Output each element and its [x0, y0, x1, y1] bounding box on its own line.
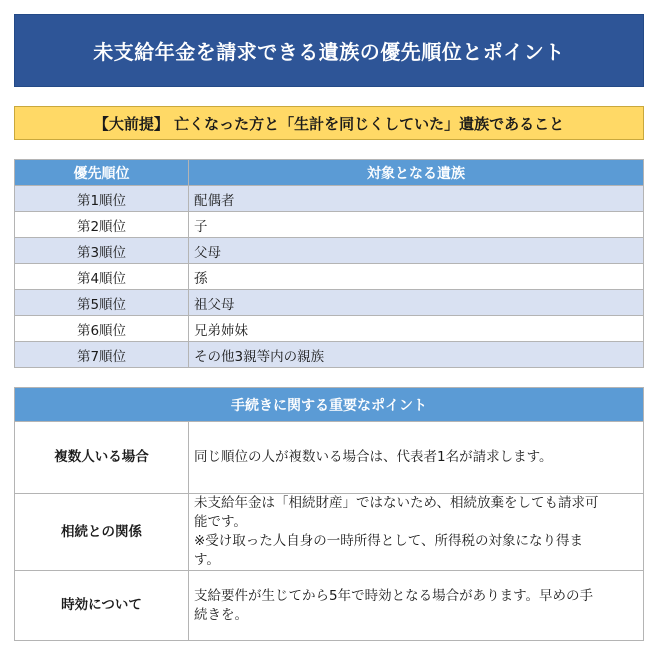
table-row — [15, 422, 644, 494]
priority-target-cell: 配偶者 — [189, 186, 644, 212]
priority-rank-cell: 第7順位 — [15, 342, 189, 368]
table-row — [15, 238, 644, 264]
point-label-cell: 相続との関係 — [15, 494, 189, 571]
priority-table — [14, 159, 644, 368]
points-table-header: 手続きに関する重要なポイント — [15, 388, 644, 422]
priority-rank-cell: 第3順位 — [15, 238, 189, 264]
priority-target-cell: 子 — [189, 212, 644, 238]
point-desc-line: 能です。 — [194, 514, 247, 530]
priority-rank-cell: 第4順位 — [15, 264, 189, 290]
point-desc-line: 未支給年金は「相続財産」ではないため、相続放棄をしても請求可 — [194, 495, 599, 511]
premise-text: 【大前提】 亡くなった方と「生計を同じくしていた」遺族であること — [93, 114, 565, 133]
table-row — [15, 494, 644, 571]
point-desc-cell — [189, 494, 644, 571]
priority-target-cell: 祖父母 — [189, 290, 644, 316]
table-row — [15, 571, 644, 641]
priority-rank-cell: 第2順位 — [15, 212, 189, 238]
table-row — [15, 342, 644, 368]
point-desc-line: す。 — [194, 552, 220, 568]
points-table — [14, 387, 644, 641]
point-label-cell: 時効について — [15, 571, 189, 641]
priority-rank-cell: 第6順位 — [15, 316, 189, 342]
priority-header-target: 対象となる遺族 — [189, 160, 644, 186]
point-desc-line: ※受け取った人自身の一時所得として、所得税の対象になり得ま — [194, 533, 584, 549]
point-desc-line: 続きを。 — [194, 606, 248, 623]
page-title-banner — [14, 14, 644, 87]
premise-banner — [14, 106, 644, 140]
priority-target-cell: 兄弟姉妹 — [189, 316, 644, 342]
table-row — [15, 212, 644, 238]
point-desc-cell — [189, 422, 644, 494]
point-label-cell: 複数人いる場合 — [15, 422, 189, 494]
table-row — [15, 264, 644, 290]
table-row — [15, 316, 644, 342]
priority-target-cell: 孫 — [189, 264, 644, 290]
point-desc-line: 支給要件が生じてから5年で時効となる場合があります。早めの手 — [194, 587, 594, 604]
priority-target-cell: その他3親等内の親族 — [189, 342, 644, 368]
point-desc-line: 同じ順位の人が複数いる場合は、代表者1名が請求します。 — [194, 449, 553, 465]
points-table-header-row — [15, 388, 644, 422]
priority-header-rank: 優先順位 — [15, 160, 189, 186]
page-title: 未支給年金を請求できる遺族の優先順位とポイント — [93, 40, 565, 64]
table-row — [15, 186, 644, 212]
table-row — [15, 290, 644, 316]
priority-target-cell: 父母 — [189, 238, 644, 264]
point-desc-cell — [189, 571, 644, 641]
priority-rank-cell: 第1順位 — [15, 186, 189, 212]
priority-table-header-row — [15, 160, 644, 186]
priority-rank-cell: 第5順位 — [15, 290, 189, 316]
